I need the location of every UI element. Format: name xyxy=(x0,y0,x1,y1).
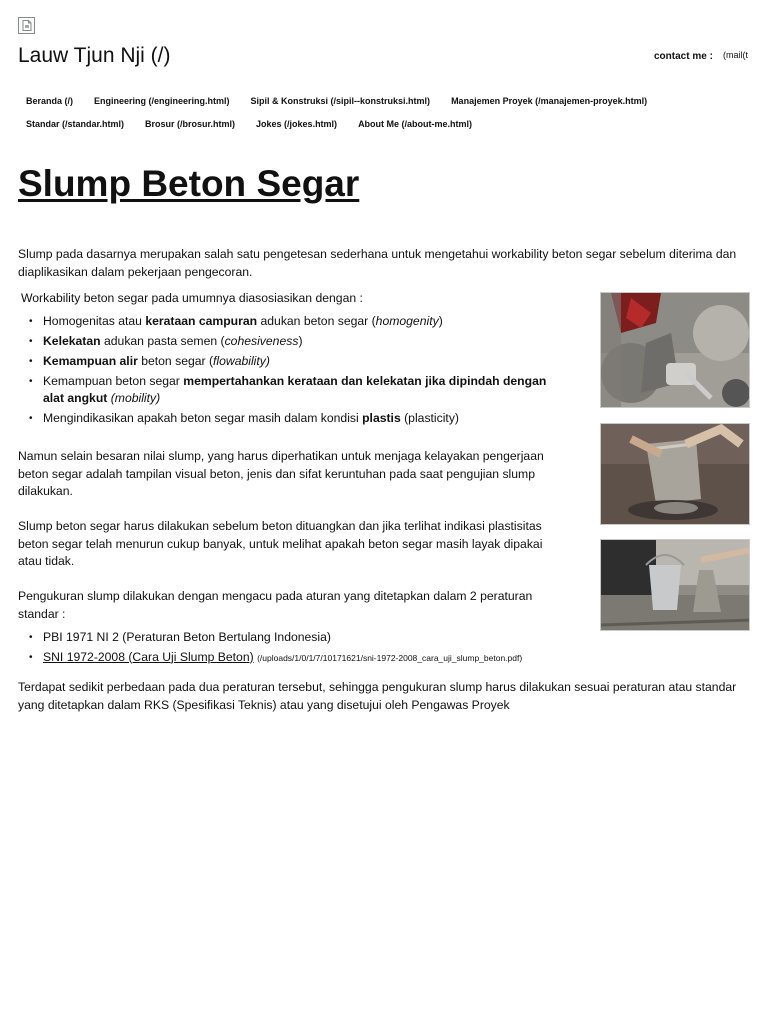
list-item: • Mengindikasikan apakah beton segar masih dalam kondisi plastis (plasticity) xyxy=(18,410,563,428)
contact-label: contact me : xyxy=(654,51,713,62)
site-title-link[interactable]: Lauw Tjun Nji (/) xyxy=(18,44,171,67)
list-item: • Kemampuan beton segar mempertahankan kerataan dan kelekatan jika dipindah dengan alat angkut (mobility) xyxy=(18,373,563,408)
list-item: • Homogenitas atau kerataan campuran adukan beton segar (homogenity) xyxy=(18,313,563,331)
standards-list xyxy=(18,629,578,669)
contact-mail-link[interactable]: (mail(t xyxy=(723,50,748,60)
nav-item-standar[interactable]: Standar (/standar.html) xyxy=(26,119,125,129)
nav-item-beranda[interactable]: Beranda (/) xyxy=(26,96,74,106)
list-item: • Kemampuan alir beton segar (flowability) xyxy=(18,353,563,371)
list-item: • PBI 1971 NI 2 (Peraturan Beton Bertulang Indonesia) xyxy=(18,629,578,647)
slump-test-photo-2 xyxy=(600,423,750,525)
workability-list xyxy=(18,313,563,430)
nav-item-sipil-konstruksi[interactable]: Sipil & Konstruksi (/sipil--konstruksi.html) xyxy=(250,96,431,106)
paragraph-standards-intro: Pengukuran slump dilakukan dengan mengacu pada aturan yang ditetapkan dalam 2 peraturan standar : xyxy=(18,589,533,621)
main-nav-row-1 xyxy=(26,96,668,106)
broken-image-icon xyxy=(18,17,35,34)
intro-paragraph: Slump pada dasarnya merupakan salah satu pengetesan sederhana untuk mengetahui workability beton segar sebelum diterima dan diaplikasikan dalam pekerjaan pengecoran. xyxy=(18,247,737,279)
slump-test-photo-3 xyxy=(600,539,750,631)
slump-test-photo-1 xyxy=(600,292,750,408)
nav-item-about-me[interactable]: About Me (/about-me.html) xyxy=(358,119,473,129)
list-item: • Kelekatan adukan pasta semen (cohesiveness) xyxy=(18,333,563,351)
nav-item-engineering[interactable]: Engineering (/engineering.html) xyxy=(94,96,230,106)
sni-standard-url: (/uploads/1/0/1/7/10171621/sni-1972-2008_cara_uji_slump_beton.pdf) xyxy=(257,652,523,663)
paragraph-visual-inspection: Namun selain besaran nilai slump, yang harus diperhatikan untuk menjaga kelayakan pengerjaan beton segar adalah tampilan visual beton, jenis dan sifat keruntuhan pada saat pengujian slump dilakukan. xyxy=(18,449,544,499)
paragraph-timing: Slump beton segar harus dilakukan sebelum beton dituangkan dan jika terlihat indikasi plastisitas beton segar telah menurun cukup banyak, untuk melihat apakah beton segar masih layak dipakai atau tidak. xyxy=(18,519,543,569)
workability-intro: Workability beton segar pada umumnya diasosiasikan dengan : xyxy=(21,291,363,305)
nav-item-manajemen-proyek[interactable]: Manajemen Proyek (/manajemen-proyek.html) xyxy=(451,96,648,106)
sni-standard-link[interactable]: SNI 1972-2008 (Cara Uji Slump Beton) xyxy=(43,649,254,664)
nav-item-brosur[interactable]: Brosur (/brosur.html) xyxy=(145,119,236,129)
main-nav-row-2 xyxy=(26,119,493,129)
page-title: Slump Beton Segar xyxy=(18,163,360,204)
paragraph-conclusion: Terdapat sedikit perbedaan pada dua peraturan tersebut, sehingga pengukuran slump harus dilakukan sesuai peraturan atau standar yang ditetapkan dalam RKS (Spesifikasi Teknis) atau yang disetujui oleh Pengawas Proyek xyxy=(18,680,737,712)
nav-item-jokes[interactable]: Jokes (/jokes.html) xyxy=(256,119,338,129)
list-item xyxy=(18,649,578,668)
